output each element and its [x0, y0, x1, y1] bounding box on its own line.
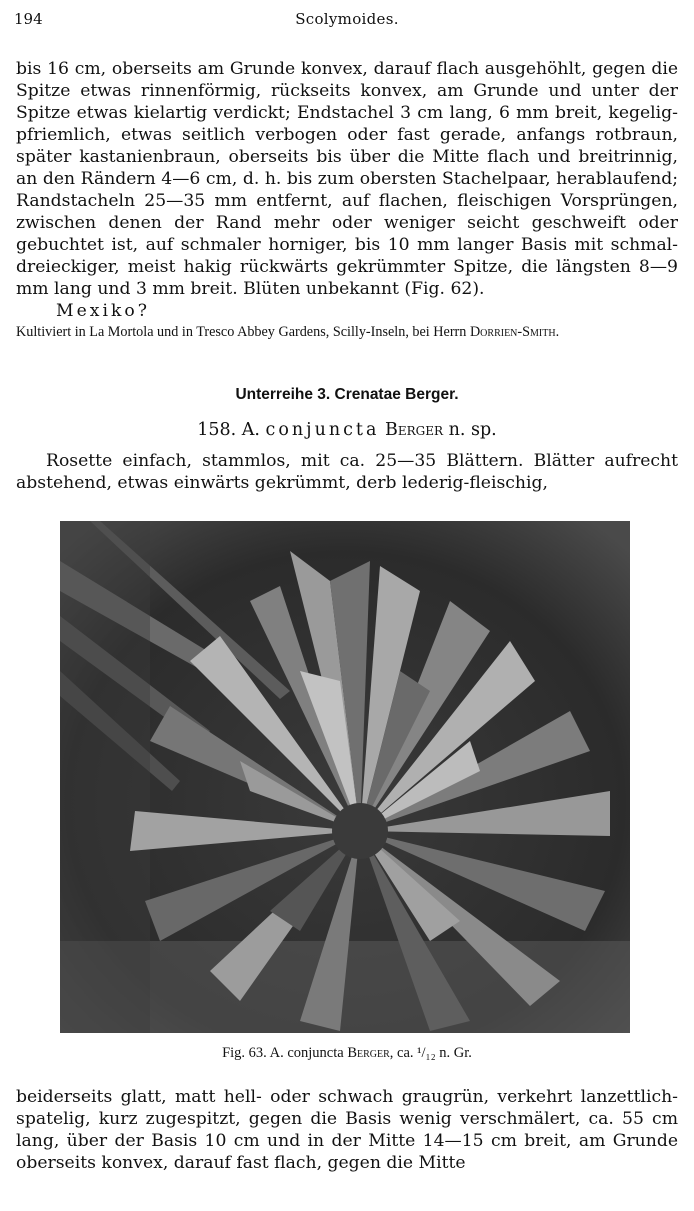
species-author: Berger — [384, 420, 444, 440]
species-heading — [0, 420, 694, 440]
page-header — [14, 8, 680, 32]
cultivator-name: Dorrien-Smith. — [469, 324, 560, 340]
description-paragraph: Rosette einfach, stammlos, mit ca. 25—35 Blättern. Blätter aufrecht abstehend, etwas einwärts gekrümmt, derb lederig-fleischig, — [16, 451, 678, 493]
caption-author: Berger — [347, 1045, 390, 1061]
bottom-paragraph: beiderseits glatt, matt hell- oder schwach graugrün, verkehrt lanzettlich-spatelig, kurz zugespitzt, gegen die Basis wenig verschmälert, ca. 55 cm lang, über der Basis 10 cm und in der Mitte 14—15 cm breit, am Grunde oberseits konvex, darauf fast flach, gegen die Mitte — [16, 1087, 678, 1173]
cultivation-note — [16, 324, 678, 341]
body-text-bottom — [16, 1086, 678, 1174]
caption-suffix: , ca. ¹/₁₂ n. Gr. — [389, 1045, 472, 1061]
running-title: Scolymoides. — [295, 10, 399, 28]
species-status: n. sp. — [448, 420, 497, 440]
subseries-heading: Unterreihe 3. Crenatae Berger. — [235, 386, 459, 403]
agave-photograph — [60, 521, 630, 1033]
body-text-top — [16, 58, 678, 341]
species-number: 158. A. — [197, 420, 260, 440]
page-number: 194 — [14, 10, 43, 28]
top-paragraph: bis 16 cm, oberseits am Grunde konvex, darauf flach ausgehöhlt, gegen die Spitze etwas rinnenförmig, rückseits konvex, am Grunde und unter der Spitze etwas kielartig verdickt; Endstachel 3 cm lang, 6 mm breit, kegelig-pfriemlich, etwas seitlich verbogen oder fast gerade, anfangs rotbraun, später kastanienbraun, oberseits bis über die Mitte flach und breitrinnig, an den Rändern 4—6 cm, d. h. bis zum obersten Stachelpaar, herablaufend; Randstacheln 25—35 mm entfernt, auf flachen, fleischigen Vorsprüngen, zwischen denen der Rand mehr oder weniger seicht geschweift oder gebuchtet ist, auf schmaler horniger, bis 10 mm langer Basis mit schmal-dreieckiger, meist hakig rückwärts gekrümmter Spitze, die längsten 8—9 mm lang und 3 mm breit. Blüten unbekannt (Fig. 62). — [16, 59, 678, 299]
species-name: conjuncta — [265, 420, 380, 440]
agave-rosette-image — [60, 521, 630, 1033]
cultivation-text: Kultiviert in La Mortola und in Tresco Abbey Gardens, Scilly-Inseln, bei Herrn — [16, 324, 467, 340]
origin-line: Mexiko? — [56, 301, 150, 321]
caption-prefix: Fig. 63. A. conjuncta — [222, 1045, 344, 1061]
figure-caption — [0, 1045, 694, 1062]
description-start — [16, 450, 678, 494]
